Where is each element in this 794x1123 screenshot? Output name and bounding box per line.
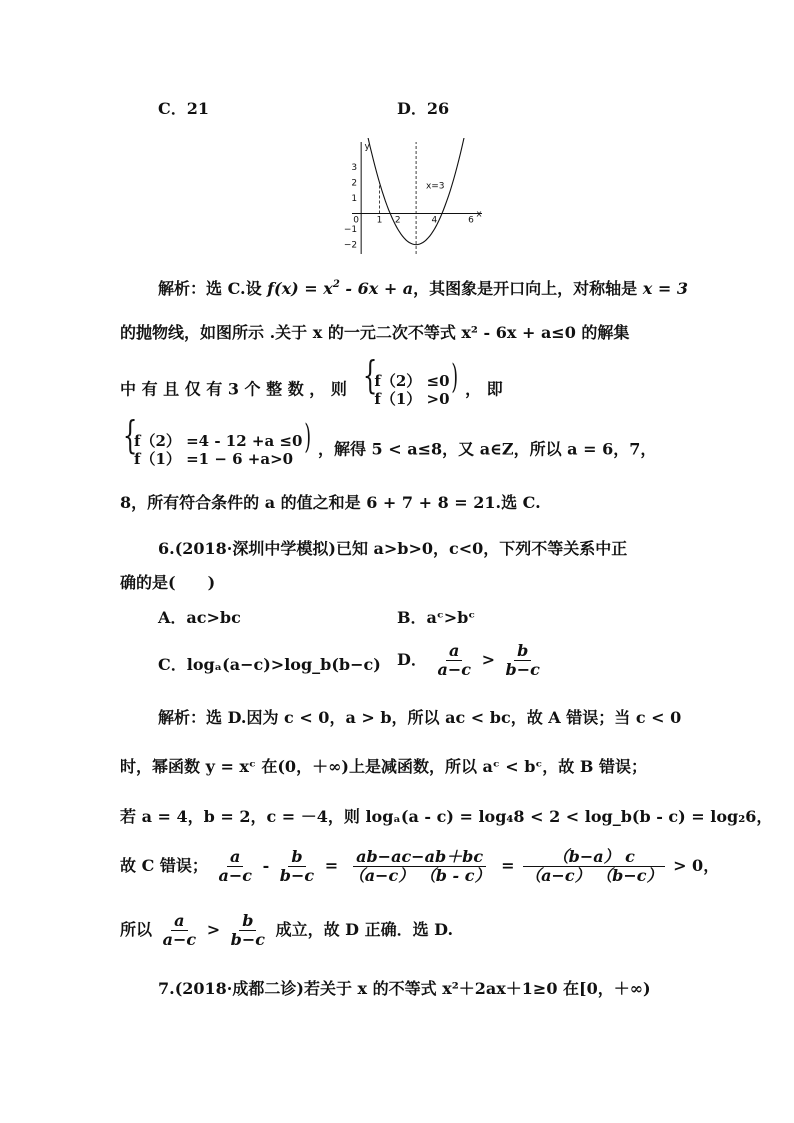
fraction-numerator: a bbox=[171, 912, 187, 931]
origin-label: 0 bbox=[353, 215, 360, 226]
fraction-numerator: b bbox=[514, 642, 531, 661]
solution5-line4 bbox=[120, 432, 656, 468]
fraction-numerator: ab−ac−ab＋bc bbox=[353, 848, 486, 867]
q6-option-d bbox=[397, 642, 545, 679]
q6-option-b: B．aᶜ>bᶜ bbox=[397, 608, 476, 627]
y-tick-label: −2 bbox=[343, 240, 358, 251]
greater-than-zero: > 0， bbox=[673, 856, 720, 875]
x-tick-label: 4 bbox=[431, 215, 438, 226]
x-tick-label: 1 bbox=[376, 215, 383, 226]
condition-system-2 bbox=[120, 432, 312, 468]
equals-sign: = bbox=[501, 856, 515, 875]
fraction-denominator: （a−c） （b−c） bbox=[525, 866, 663, 885]
y-tick-label: 2 bbox=[351, 178, 358, 189]
solution6-line1: 解析：选 D.因为 c < 0，a > b，所以 ac < bc，故 A 错误；当 c < 0 bbox=[158, 708, 682, 727]
conclusion-fraction-a bbox=[160, 912, 200, 949]
fraction-denominator: （a−c） （b - c） bbox=[348, 866, 491, 885]
q6-option-a: A．ac>bc bbox=[158, 608, 241, 627]
fraction-numerator: b bbox=[239, 912, 256, 931]
system2-bottom: f（1） =1 − 6 +a>0 bbox=[134, 450, 294, 468]
x-tick-label: 6 bbox=[468, 215, 474, 226]
solution5-line3-tail: ， 即 bbox=[465, 379, 503, 399]
solution5-line2: 的抛物线，如图所示 .关于 x 的一元二次不等式 x² - 6x + a≤0 的解集 bbox=[120, 323, 630, 342]
solution6-line5-suffix: 成立，故 D 正确．选 D. bbox=[275, 920, 454, 939]
equals-sign: = bbox=[324, 856, 339, 875]
system1-bottom: f（1） >0 bbox=[374, 390, 450, 408]
solution5-line4-text: ，解得 5 < a≤8，又 a∈Z，所以 a = 6，7， bbox=[317, 439, 657, 459]
y-tick-label: 3 bbox=[351, 162, 358, 173]
simplified-fraction bbox=[522, 848, 665, 885]
q6-option-d-label: D． bbox=[397, 650, 427, 669]
q6-option-c: C．logₐ(a−c)>log_b(b−c) bbox=[158, 655, 381, 674]
y-tick-label: −1 bbox=[343, 225, 358, 236]
condition-system-1 bbox=[360, 372, 459, 408]
option-d: D．26 bbox=[397, 99, 450, 118]
y-axis-label: y bbox=[364, 142, 370, 152]
q6-stem-line1: 6.(2018·深圳中学模拟)已知 a>b>0，c<0，下列不等关系中正 bbox=[158, 539, 628, 558]
y-tick-label: 1 bbox=[351, 194, 358, 204]
axis-equation: x = 3 bbox=[642, 279, 688, 298]
system2-top: { f（2） =4 - 12 +a ≤0 bbox=[134, 432, 303, 450]
system1-top: { f（2） ≤0 bbox=[374, 372, 450, 390]
fraction-denominator: b−c bbox=[279, 866, 315, 885]
solution5-line3 bbox=[120, 372, 503, 408]
fraction-denominator: b−c bbox=[505, 660, 540, 679]
solution6-line2: 时，幂函数 y = xᶜ 在(0，＋∞)上是减函数，所以 aᶜ < bᶜ，故 B 错误； bbox=[120, 757, 647, 776]
solution6-line5 bbox=[120, 912, 453, 949]
diff-fraction-a bbox=[215, 848, 255, 885]
solution5-line1-rest: ，其图象是开口向上，对称轴是 bbox=[413, 279, 643, 298]
symmetry-axis-label: x=3 bbox=[425, 181, 445, 192]
minus-sign: - bbox=[262, 856, 270, 875]
solution6-line5-prefix: 所以 bbox=[120, 920, 153, 939]
solution6-line4 bbox=[120, 848, 719, 885]
function-def: $f(x) = x^2 - 6x + a$ bbox=[267, 279, 414, 298]
q6-fraction-a bbox=[434, 642, 474, 679]
parabola-graph bbox=[340, 138, 490, 258]
x-tick-label: 2 bbox=[394, 215, 401, 226]
fraction-numerator: b bbox=[288, 848, 305, 867]
solution5-lead: 解析：选 C.设 bbox=[158, 279, 268, 298]
fraction-denominator: b−c bbox=[230, 930, 266, 949]
gt-sign: > bbox=[206, 920, 221, 939]
fraction-numerator: a bbox=[227, 848, 243, 867]
diff-fraction-b bbox=[277, 848, 317, 885]
solution6-line4-prefix: 故 C 错误； bbox=[120, 856, 208, 875]
fraction-numerator: （b−a） c bbox=[523, 848, 665, 867]
q6-fraction-b bbox=[503, 642, 543, 679]
solution5-line3-text: 中 有 且 仅 有 3 个 整 数 ， 则 bbox=[120, 379, 347, 399]
conclusion-fraction-b bbox=[228, 912, 268, 949]
fraction-numerator: a bbox=[446, 642, 462, 661]
solution5-line5: 8，所有符合条件的 a 的值之和是 6 + 7 + 8 = 21.选 C. bbox=[120, 493, 541, 512]
solution6-line3: 若 a = 4，b = 2，c = －4，则 logₐ(a - c) = log₄8 < 2 < log_b(b - c) = log₂6， bbox=[120, 807, 773, 826]
combined-fraction bbox=[346, 848, 494, 885]
fraction-denominator: a−c bbox=[437, 660, 471, 679]
gt-sign: > bbox=[481, 650, 495, 669]
option-c: C．21 bbox=[158, 99, 210, 118]
x-axis-label: x bbox=[476, 209, 482, 220]
q6-stem-line2: 确的是( ) bbox=[120, 573, 216, 592]
fraction-denominator: a−c bbox=[162, 930, 197, 949]
fraction-denominator: a−c bbox=[218, 866, 252, 885]
q7-stem: 7.(2018·成都二诊)若关于 x 的不等式 x²＋2ax＋1≥0 在[0，＋∞) bbox=[158, 979, 651, 998]
solution5-line1 bbox=[158, 274, 688, 300]
